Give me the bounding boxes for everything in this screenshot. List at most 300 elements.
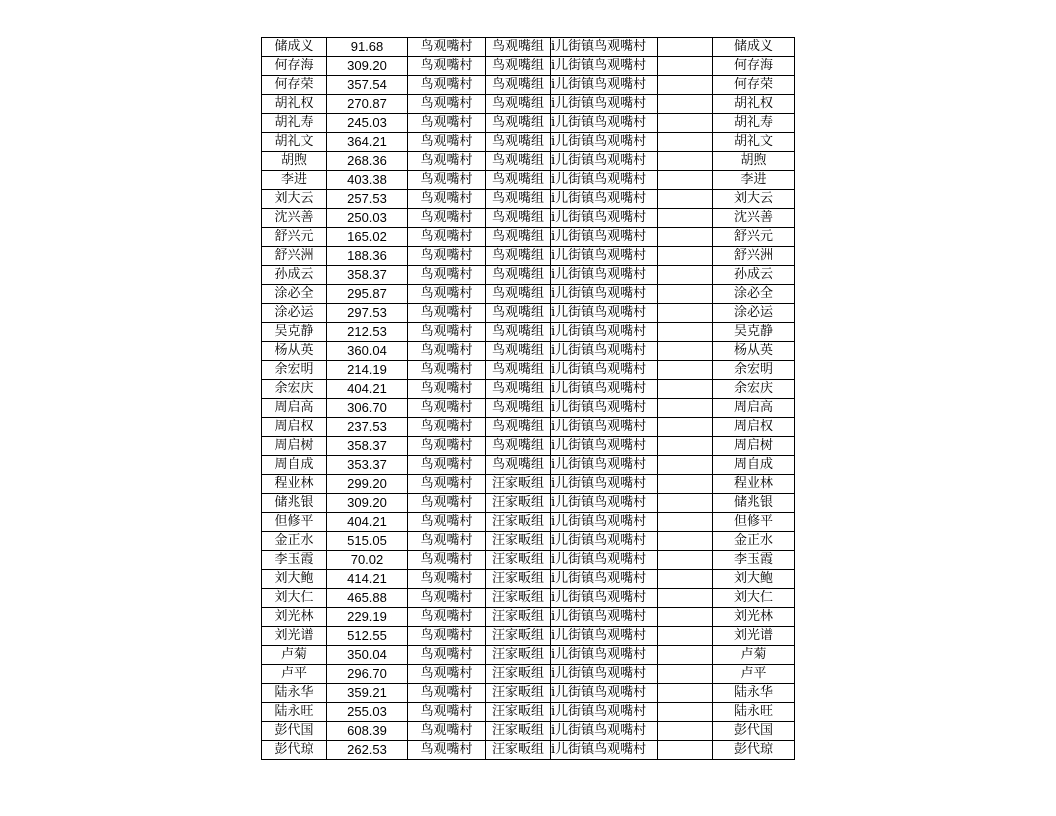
empty-cell[interactable] — [658, 456, 713, 475]
name-cell[interactable]: 储成义 — [262, 38, 327, 57]
village-cell[interactable]: 鸟观嘴村 — [408, 76, 486, 95]
amount-cell[interactable]: 237.53 — [327, 418, 408, 437]
address-cell[interactable] — [551, 418, 658, 437]
table-row — [262, 570, 795, 589]
amount-cell[interactable]: 214.19 — [327, 361, 408, 380]
address-cell[interactable] — [551, 741, 658, 760]
village-cell[interactable]: 鸟观嘴村 — [408, 209, 486, 228]
address-cell[interactable] — [551, 684, 658, 703]
group-cell[interactable]: 汪家畈组 — [486, 589, 551, 608]
address-cell[interactable] — [551, 722, 658, 741]
address-cell[interactable] — [551, 114, 658, 133]
empty-cell[interactable] — [658, 361, 713, 380]
amount-cell[interactable]: 257.53 — [327, 190, 408, 209]
amount-cell[interactable]: 358.37 — [327, 437, 408, 456]
amount-cell[interactable]: 268.36 — [327, 152, 408, 171]
group-cell[interactable]: 汪家畈组 — [486, 722, 551, 741]
amount-cell[interactable]: 262.53 — [327, 741, 408, 760]
empty-cell[interactable] — [658, 209, 713, 228]
owner-cell[interactable]: 李进 — [713, 171, 795, 190]
address-cell[interactable] — [551, 342, 658, 361]
table-row — [262, 152, 795, 171]
empty-cell[interactable] — [658, 418, 713, 437]
amount-cell[interactable]: 359.21 — [327, 684, 408, 703]
group-cell[interactable]: 汪家畈组 — [486, 513, 551, 532]
name-cell[interactable]: 胡礼寿 — [262, 114, 327, 133]
address-cell[interactable] — [551, 551, 658, 570]
group-cell[interactable]: 鸟观嘴组 — [486, 304, 551, 323]
empty-cell[interactable] — [658, 114, 713, 133]
amount-cell[interactable]: 404.21 — [327, 513, 408, 532]
group-cell[interactable]: 鸟观嘴组 — [486, 38, 551, 57]
table-row — [262, 646, 795, 665]
empty-cell[interactable] — [658, 95, 713, 114]
village-cell[interactable]: 鸟观嘴村 — [408, 741, 486, 760]
empty-cell[interactable] — [658, 342, 713, 361]
group-cell[interactable]: 鸟观嘴组 — [486, 57, 551, 76]
table-row — [262, 95, 795, 114]
table-row — [262, 608, 795, 627]
name-cell[interactable]: 刘光林 — [262, 608, 327, 627]
amount-cell[interactable]: 309.20 — [327, 494, 408, 513]
name-cell[interactable]: 彭代国 — [262, 722, 327, 741]
empty-cell[interactable] — [658, 76, 713, 95]
empty-cell[interactable] — [658, 247, 713, 266]
address-cell[interactable] — [551, 475, 658, 494]
amount-cell[interactable]: 353.37 — [327, 456, 408, 475]
amount-cell[interactable]: 91.68 — [327, 38, 408, 57]
group-cell[interactable]: 汪家畈组 — [486, 646, 551, 665]
group-cell[interactable]: 汪家畈组 — [486, 475, 551, 494]
village-cell[interactable]: 鸟观嘴村 — [408, 475, 486, 494]
owner-cell[interactable]: 储兆银 — [713, 494, 795, 513]
empty-cell[interactable] — [658, 190, 713, 209]
group-cell[interactable]: 鸟观嘴组 — [486, 361, 551, 380]
village-cell[interactable]: 鸟观嘴村 — [408, 38, 486, 57]
empty-cell[interactable] — [658, 551, 713, 570]
name-cell[interactable]: 胡礼权 — [262, 95, 327, 114]
amount-cell[interactable]: 465.88 — [327, 589, 408, 608]
empty-cell[interactable] — [658, 684, 713, 703]
group-cell[interactable]: 鸟观嘴组 — [486, 247, 551, 266]
group-cell[interactable]: 鸟观嘴组 — [486, 342, 551, 361]
owner-cell[interactable]: 何存荣 — [713, 76, 795, 95]
empty-cell[interactable] — [658, 494, 713, 513]
owner-cell[interactable]: 储成义 — [713, 38, 795, 57]
group-cell[interactable]: 汪家畈组 — [486, 665, 551, 684]
empty-cell[interactable] — [658, 152, 713, 171]
group-cell[interactable]: 鸟观嘴组 — [486, 380, 551, 399]
group-cell[interactable]: 汪家畈组 — [486, 703, 551, 722]
owner-cell[interactable]: 舒兴元 — [713, 228, 795, 247]
empty-cell[interactable] — [658, 532, 713, 551]
name-cell[interactable]: 卢平 — [262, 665, 327, 684]
owner-cell[interactable]: 刘大鲍 — [713, 570, 795, 589]
owner-cell[interactable]: 涂必全 — [713, 285, 795, 304]
owner-cell[interactable]: 胡礼寿 — [713, 114, 795, 133]
address-cell[interactable] — [551, 627, 658, 646]
empty-cell[interactable] — [658, 608, 713, 627]
name-cell[interactable]: 余宏庆 — [262, 380, 327, 399]
table-row — [262, 475, 795, 494]
name-cell[interactable]: 程业林 — [262, 475, 327, 494]
owner-cell[interactable]: 胡礼文 — [713, 133, 795, 152]
amount-cell[interactable]: 188.36 — [327, 247, 408, 266]
amount-cell[interactable]: 212.53 — [327, 323, 408, 342]
village-cell[interactable]: 鸟观嘴村 — [408, 247, 486, 266]
owner-cell[interactable]: 何存海 — [713, 57, 795, 76]
owner-cell[interactable]: 卢菊 — [713, 646, 795, 665]
name-cell[interactable]: 吴克静 — [262, 323, 327, 342]
village-cell[interactable]: 鸟观嘴村 — [408, 703, 486, 722]
group-cell[interactable]: 汪家畈组 — [486, 684, 551, 703]
group-cell[interactable]: 鸟观嘴组 — [486, 399, 551, 418]
name-cell[interactable]: 储兆银 — [262, 494, 327, 513]
name-cell[interactable]: 周启权 — [262, 418, 327, 437]
group-cell[interactable]: 汪家畈组 — [486, 741, 551, 760]
village-cell[interactable]: 鸟观嘴村 — [408, 646, 486, 665]
address-text: i儿街镇鸟观嘴村 — [551, 685, 647, 700]
amount-cell[interactable]: 404.21 — [327, 380, 408, 399]
village-cell[interactable]: 鸟观嘴村 — [408, 133, 486, 152]
village-cell[interactable]: 鸟观嘴村 — [408, 171, 486, 190]
village-cell[interactable]: 鸟观嘴村 — [408, 152, 486, 171]
address-cell[interactable] — [551, 266, 658, 285]
village-cell[interactable]: 鸟观嘴村 — [408, 228, 486, 247]
name-cell[interactable]: 刘大云 — [262, 190, 327, 209]
address-cell[interactable] — [551, 285, 658, 304]
empty-cell[interactable] — [658, 513, 713, 532]
table-row — [262, 114, 795, 133]
owner-cell[interactable]: 程业林 — [713, 475, 795, 494]
owner-cell[interactable]: 舒兴洲 — [713, 247, 795, 266]
empty-cell[interactable] — [658, 741, 713, 760]
name-cell[interactable]: 胡礼文 — [262, 133, 327, 152]
owner-cell[interactable]: 杨从英 — [713, 342, 795, 361]
name-cell[interactable]: 陆永华 — [262, 684, 327, 703]
address-cell[interactable] — [551, 38, 658, 57]
village-cell[interactable]: 鸟观嘴村 — [408, 570, 486, 589]
group-cell[interactable]: 鸟观嘴组 — [486, 285, 551, 304]
table-row — [262, 684, 795, 703]
village-cell[interactable]: 鸟观嘴村 — [408, 513, 486, 532]
name-cell[interactable]: 涂必运 — [262, 304, 327, 323]
owner-cell[interactable]: 陆永旺 — [713, 703, 795, 722]
amount-cell[interactable]: 255.03 — [327, 703, 408, 722]
owner-cell[interactable]: 周启权 — [713, 418, 795, 437]
address-cell[interactable] — [551, 228, 658, 247]
village-cell[interactable]: 鸟观嘴村 — [408, 95, 486, 114]
name-cell[interactable]: 彭代琼 — [262, 741, 327, 760]
name-cell[interactable]: 涂必全 — [262, 285, 327, 304]
address-cell[interactable] — [551, 57, 658, 76]
village-cell[interactable]: 鸟观嘴村 — [408, 456, 486, 475]
village-cell[interactable]: 鸟观嘴村 — [408, 342, 486, 361]
address-cell[interactable] — [551, 456, 658, 475]
address-cell[interactable] — [551, 608, 658, 627]
village-cell[interactable]: 鸟观嘴村 — [408, 608, 486, 627]
name-cell[interactable]: 何存荣 — [262, 76, 327, 95]
table-row — [262, 399, 795, 418]
amount-cell[interactable]: 70.02 — [327, 551, 408, 570]
empty-cell[interactable] — [658, 665, 713, 684]
empty-cell[interactable] — [658, 228, 713, 247]
name-cell[interactable]: 刘光谱 — [262, 627, 327, 646]
owner-cell[interactable]: 吴克静 — [713, 323, 795, 342]
group-cell[interactable]: 鸟观嘴组 — [486, 171, 551, 190]
group-cell[interactable]: 汪家畈组 — [486, 494, 551, 513]
empty-cell[interactable] — [658, 437, 713, 456]
empty-cell[interactable] — [658, 627, 713, 646]
owner-cell[interactable]: 余宏明 — [713, 361, 795, 380]
table-row — [262, 342, 795, 361]
name-cell[interactable]: 舒兴洲 — [262, 247, 327, 266]
village-cell[interactable]: 鸟观嘴村 — [408, 627, 486, 646]
owner-cell[interactable]: 余宏庆 — [713, 380, 795, 399]
owner-cell[interactable]: 胡煦 — [713, 152, 795, 171]
name-cell[interactable]: 杨从英 — [262, 342, 327, 361]
amount-cell[interactable]: 357.54 — [327, 76, 408, 95]
amount-cell[interactable]: 512.55 — [327, 627, 408, 646]
group-cell[interactable]: 鸟观嘴组 — [486, 323, 551, 342]
address-cell[interactable] — [551, 304, 658, 323]
table-row — [262, 665, 795, 684]
empty-cell[interactable] — [658, 57, 713, 76]
owner-cell[interactable]: 周自成 — [713, 456, 795, 475]
owner-cell[interactable]: 刘大仁 — [713, 589, 795, 608]
address-text: i儿街镇鸟观嘴村 — [551, 305, 647, 320]
amount-cell[interactable]: 296.70 — [327, 665, 408, 684]
address-text: i儿街镇鸟观嘴村 — [551, 134, 647, 149]
group-cell[interactable]: 汪家畈组 — [486, 570, 551, 589]
address-cell[interactable] — [551, 570, 658, 589]
name-cell[interactable]: 余宏明 — [262, 361, 327, 380]
village-cell[interactable]: 鸟观嘴村 — [408, 589, 486, 608]
empty-cell[interactable] — [658, 171, 713, 190]
table-row — [262, 323, 795, 342]
empty-cell[interactable] — [658, 266, 713, 285]
address-cell[interactable] — [551, 95, 658, 114]
village-cell[interactable]: 鸟观嘴村 — [408, 399, 486, 418]
owner-cell[interactable]: 周启树 — [713, 437, 795, 456]
amount-cell[interactable]: 297.53 — [327, 304, 408, 323]
address-text: i儿街镇鸟观嘴村 — [551, 476, 647, 491]
table-row — [262, 76, 795, 95]
address-text: i儿街镇鸟观嘴村 — [551, 343, 647, 358]
address-text: i儿街镇鸟观嘴村 — [551, 647, 647, 662]
amount-cell[interactable]: 270.87 — [327, 95, 408, 114]
amount-cell[interactable]: 309.20 — [327, 57, 408, 76]
amount-cell[interactable]: 245.03 — [327, 114, 408, 133]
name-cell[interactable]: 李进 — [262, 171, 327, 190]
group-cell[interactable]: 鸟观嘴组 — [486, 437, 551, 456]
address-cell[interactable] — [551, 494, 658, 513]
village-cell[interactable]: 鸟观嘴村 — [408, 551, 486, 570]
group-cell[interactable]: 汪家畈组 — [486, 627, 551, 646]
amount-cell[interactable]: 360.04 — [327, 342, 408, 361]
name-cell[interactable]: 沈兴善 — [262, 209, 327, 228]
name-cell[interactable]: 周自成 — [262, 456, 327, 475]
table-row — [262, 627, 795, 646]
group-cell[interactable]: 鸟观嘴组 — [486, 133, 551, 152]
village-cell[interactable]: 鸟观嘴村 — [408, 684, 486, 703]
group-cell[interactable]: 鸟观嘴组 — [486, 76, 551, 95]
empty-cell[interactable] — [658, 703, 713, 722]
address-cell[interactable] — [551, 76, 658, 95]
empty-cell[interactable] — [658, 323, 713, 342]
owner-cell[interactable]: 刘光谱 — [713, 627, 795, 646]
group-cell[interactable]: 鸟观嘴组 — [486, 209, 551, 228]
owner-cell[interactable]: 卢平 — [713, 665, 795, 684]
address-cell[interactable] — [551, 665, 658, 684]
owner-cell[interactable]: 金正水 — [713, 532, 795, 551]
name-cell[interactable]: 李玉霞 — [262, 551, 327, 570]
amount-cell[interactable]: 229.19 — [327, 608, 408, 627]
village-cell[interactable]: 鸟观嘴村 — [408, 418, 486, 437]
spreadsheet-table — [261, 37, 795, 760]
village-cell[interactable]: 鸟观嘴村 — [408, 266, 486, 285]
empty-cell[interactable] — [658, 722, 713, 741]
name-cell[interactable]: 刘大仁 — [262, 589, 327, 608]
owner-cell[interactable]: 胡礼权 — [713, 95, 795, 114]
amount-cell[interactable]: 403.38 — [327, 171, 408, 190]
empty-cell[interactable] — [658, 399, 713, 418]
group-cell[interactable]: 汪家畈组 — [486, 608, 551, 627]
name-cell[interactable]: 金正水 — [262, 532, 327, 551]
address-text: i儿街镇鸟观嘴村 — [551, 571, 647, 586]
owner-cell[interactable]: 李玉霞 — [713, 551, 795, 570]
address-text: i儿街镇鸟观嘴村 — [551, 229, 647, 244]
owner-cell[interactable]: 沈兴善 — [713, 209, 795, 228]
village-cell[interactable]: 鸟观嘴村 — [408, 494, 486, 513]
name-cell[interactable]: 何存海 — [262, 57, 327, 76]
owner-cell[interactable]: 但修平 — [713, 513, 795, 532]
village-cell[interactable]: 鸟观嘴村 — [408, 722, 486, 741]
table-row — [262, 228, 795, 247]
table-row — [262, 494, 795, 513]
owner-cell[interactable]: 涂必运 — [713, 304, 795, 323]
address-cell[interactable] — [551, 399, 658, 418]
table-row — [262, 57, 795, 76]
amount-cell[interactable]: 299.20 — [327, 475, 408, 494]
table-row — [262, 171, 795, 190]
empty-cell[interactable] — [658, 589, 713, 608]
table-row — [262, 589, 795, 608]
address-cell[interactable] — [551, 171, 658, 190]
group-cell[interactable]: 鸟观嘴组 — [486, 114, 551, 133]
table-row — [262, 418, 795, 437]
address-cell[interactable] — [551, 361, 658, 380]
group-cell[interactable]: 鸟观嘴组 — [486, 190, 551, 209]
name-cell[interactable]: 陆永旺 — [262, 703, 327, 722]
owner-cell[interactable]: 周启高 — [713, 399, 795, 418]
village-cell[interactable]: 鸟观嘴村 — [408, 57, 486, 76]
group-cell[interactable]: 鸟观嘴组 — [486, 228, 551, 247]
table-row — [262, 247, 795, 266]
village-cell[interactable]: 鸟观嘴村 — [408, 285, 486, 304]
name-cell[interactable]: 胡煦 — [262, 152, 327, 171]
village-cell[interactable]: 鸟观嘴村 — [408, 532, 486, 551]
empty-cell[interactable] — [658, 304, 713, 323]
owner-cell[interactable]: 刘大云 — [713, 190, 795, 209]
empty-cell[interactable] — [658, 570, 713, 589]
group-cell[interactable]: 鸟观嘴组 — [486, 152, 551, 171]
address-cell[interactable] — [551, 646, 658, 665]
owner-cell[interactable]: 孙成云 — [713, 266, 795, 285]
name-cell[interactable]: 舒兴元 — [262, 228, 327, 247]
empty-cell[interactable] — [658, 380, 713, 399]
amount-cell[interactable]: 414.21 — [327, 570, 408, 589]
amount-cell[interactable]: 350.04 — [327, 646, 408, 665]
village-cell[interactable]: 鸟观嘴村 — [408, 437, 486, 456]
group-cell[interactable]: 鸟观嘴组 — [486, 456, 551, 475]
group-cell[interactable]: 汪家畈组 — [486, 551, 551, 570]
name-cell[interactable]: 孙成云 — [262, 266, 327, 285]
group-cell[interactable]: 鸟观嘴组 — [486, 266, 551, 285]
name-cell[interactable]: 刘大鲍 — [262, 570, 327, 589]
amount-cell[interactable]: 358.37 — [327, 266, 408, 285]
owner-cell[interactable]: 陆永华 — [713, 684, 795, 703]
owner-cell[interactable]: 彭代国 — [713, 722, 795, 741]
village-cell[interactable]: 鸟观嘴村 — [408, 190, 486, 209]
amount-cell[interactable]: 306.70 — [327, 399, 408, 418]
name-cell[interactable]: 但修平 — [262, 513, 327, 532]
address-cell[interactable] — [551, 152, 658, 171]
village-cell[interactable]: 鸟观嘴村 — [408, 361, 486, 380]
village-cell[interactable]: 鸟观嘴村 — [408, 114, 486, 133]
village-cell[interactable]: 鸟观嘴村 — [408, 323, 486, 342]
village-cell[interactable]: 鸟观嘴村 — [408, 665, 486, 684]
table-row — [262, 266, 795, 285]
empty-cell[interactable] — [658, 133, 713, 152]
address-cell[interactable] — [551, 532, 658, 551]
owner-cell[interactable]: 彭代琼 — [713, 741, 795, 760]
village-cell[interactable]: 鸟观嘴村 — [408, 380, 486, 399]
address-cell[interactable] — [551, 247, 658, 266]
village-cell[interactable]: 鸟观嘴村 — [408, 304, 486, 323]
address-cell[interactable] — [551, 437, 658, 456]
address-cell[interactable] — [551, 513, 658, 532]
owner-cell[interactable]: 刘光林 — [713, 608, 795, 627]
address-cell[interactable] — [551, 323, 658, 342]
amount-cell[interactable]: 364.21 — [327, 133, 408, 152]
group-cell[interactable]: 鸟观嘴组 — [486, 95, 551, 114]
empty-cell[interactable] — [658, 38, 713, 57]
amount-cell[interactable]: 608.39 — [327, 722, 408, 741]
amount-cell[interactable]: 295.87 — [327, 285, 408, 304]
group-cell[interactable]: 鸟观嘴组 — [486, 418, 551, 437]
amount-cell[interactable]: 250.03 — [327, 209, 408, 228]
address-text: i儿街镇鸟观嘴村 — [551, 267, 647, 282]
address-cell[interactable] — [551, 589, 658, 608]
address-cell[interactable] — [551, 133, 658, 152]
empty-cell[interactable] — [658, 646, 713, 665]
name-cell[interactable]: 卢菊 — [262, 646, 327, 665]
group-cell[interactable]: 汪家畈组 — [486, 532, 551, 551]
address-text: i儿街镇鸟观嘴村 — [551, 191, 647, 206]
address-cell[interactable] — [551, 703, 658, 722]
empty-cell[interactable] — [658, 285, 713, 304]
address-cell[interactable] — [551, 209, 658, 228]
address-cell[interactable] — [551, 190, 658, 209]
empty-cell[interactable] — [658, 475, 713, 494]
address-text: i儿街镇鸟观嘴村 — [551, 286, 647, 301]
address-cell[interactable] — [551, 380, 658, 399]
amount-cell[interactable]: 515.05 — [327, 532, 408, 551]
name-cell[interactable]: 周启树 — [262, 437, 327, 456]
amount-cell[interactable]: 165.02 — [327, 228, 408, 247]
name-cell[interactable]: 周启高 — [262, 399, 327, 418]
